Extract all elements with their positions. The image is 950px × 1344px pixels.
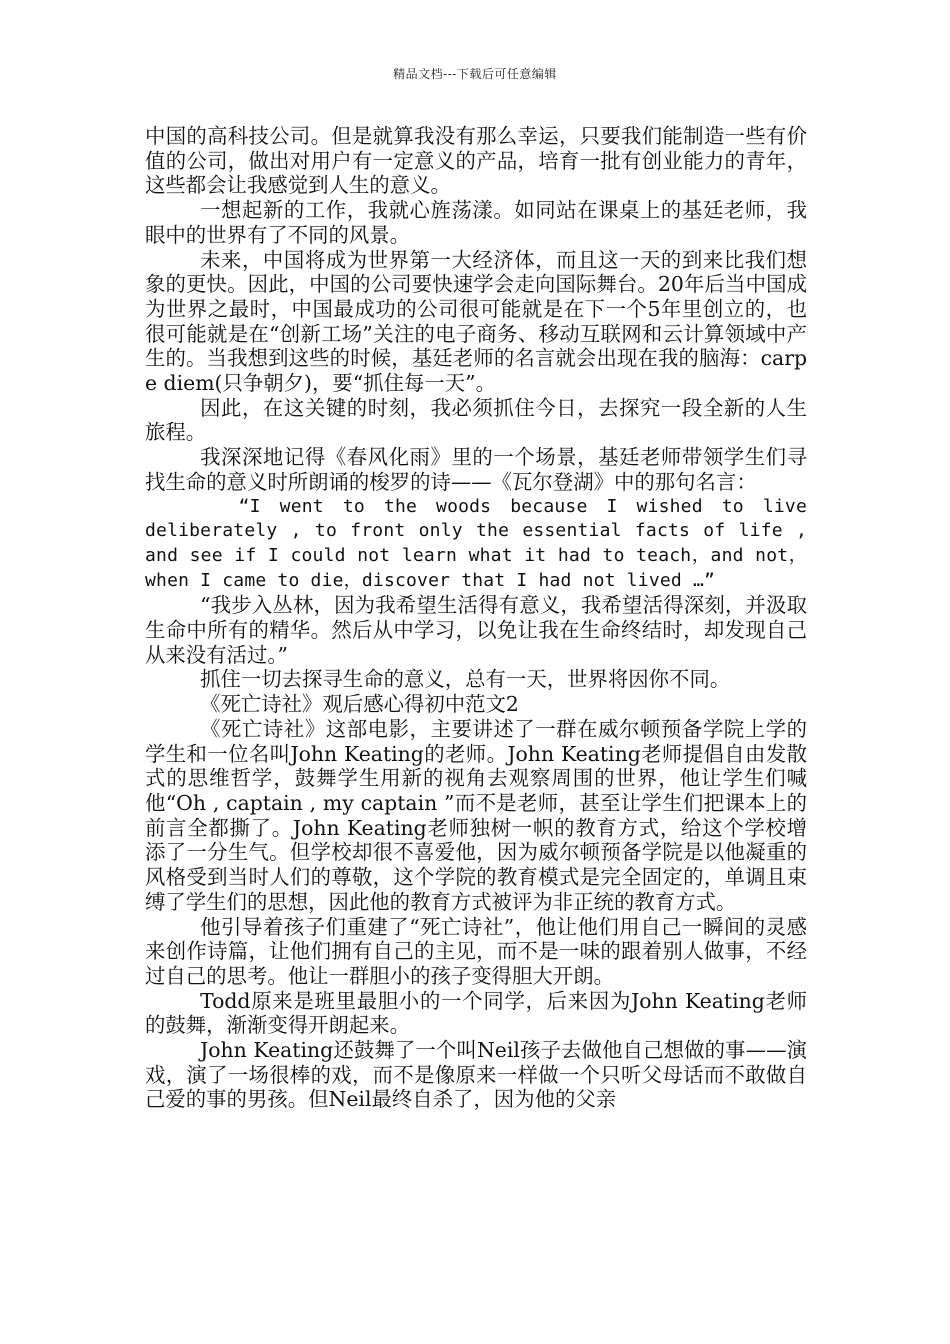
paragraph-12: Todd原来是班里最胆小的一个同学，后来因为John Keating老师的鼓舞，渐渐变得开朗起来。 [145, 988, 807, 1038]
paragraph-1: 中国的高科技公司。但是就算我没有那么幸运，只要我们能制造一些有价值的公司，做出对用户有一定意义的产品，培育一批有创业能力的青年，这些都会让我感觉到人生的意义。 [145, 124, 807, 198]
quote-chinese: “我步入丛林，因为我希望生活得有意义，我希望活得深刻，并汲取生命中所有的精华。然后从中学习，以免让我在生命终结时，却发现自己从来没有活过。” [145, 593, 807, 667]
paragraph-11: 他引导着孩子们重建了“死亡诗社”，他让他们用自己一瞬间的灵感来创作诗篇，让他们拥有自己的主见，而不是一味的跟着别人做事，不经过自己的思考。他让一群胆小的孩子变得胆大开朗。 [145, 914, 807, 988]
document-body [145, 124, 807, 1112]
paragraph-4: 因此，在这关键的时刻，我必须抓住今日，去探究一段全新的人生旅程。 [145, 395, 807, 445]
paragraph-5: 我深深地记得《春风化雨》里的一个场景，基廷老师带领学生们寻找生命的意义时所朗诵的梭罗的诗——《瓦尔登湖》中的那句名言： [145, 445, 807, 494]
quote-english: “I went to the woods because I wished to live deliberately , to front only the essential facts of life , and see if I could not learn what it had to teach，and not，when I came to die，discover that I had not lived …” [145, 495, 807, 591]
paragraph-2: 一想起新的工作，我就心旌荡漾。如同站在课桌上的基廷老师，我眼中的世界有了不同的风景。 [145, 198, 807, 247]
paragraph-8: 抓住一切去探寻生命的意义，总有一天，世界将因你不同。 [200, 667, 731, 692]
page-header: 精品文档---下载后可任意编辑 [393, 67, 557, 81]
paragraph-13: John Keating还鼓舞了一个叫Neil孩子去做他自己想做的事——演戏，演了一场很棒的戏，而不是像原来一样做一个只听父母话而不敢做自己爱的事的男孩。但Neil最终自杀了，因为他的父亲 [145, 1038, 807, 1112]
paragraph-10: 《死亡诗社》这部电影，主要讲述了一群在威尔顿预备学院上学的学生和一位名叫John Keating的老师。John Keating老师提倡自由发散式的思维哲学，鼓舞学生用新的视角去观察周围的世界，他让学生们喊他“Oh , captain , my captain ”而不是老师，甚至让学生们把课本上的前言全都撕了。John Keating老师独树一帜的教育方式，给这个学校增添了一分生气。但学校却很不喜爱他，因为威尔顿预备学院是以他凝重的风格受到当时人们的尊敬，这个学院的教育模式是完全固定的，单调且束缚了学生们的思想，因此他的教育方式被评为非正统的教育方式。 [145, 716, 807, 914]
section-title: 《死亡诗社》观后感心得初中范文2 [200, 692, 519, 717]
paragraph-3: 未来，中国将成为世界第一大经济体，而且这一天的到来比我们想象的更快。因此，中国的公司要快速学会走向国际舞台。20年后当中国成为世界之最时，中国最成功的公司很可能就是在下一个5年里创立的，也很可能就是在“创新工场”关注的电子商务、移动互联网和云计算领域中产生的。当我想到这些的时候，基廷老师的名言就会出现在我的脑海：carpe diem(只争朝夕)，要“抓住每一天”。 [145, 247, 807, 396]
